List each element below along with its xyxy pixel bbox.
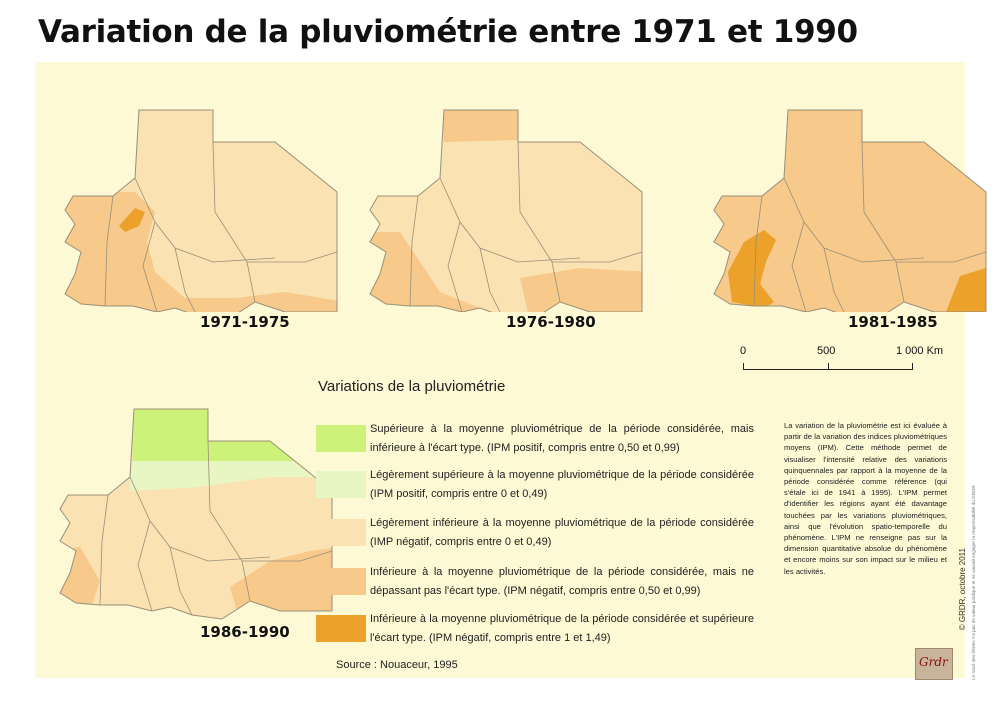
period-label-1: 1971-1975 [200,313,290,331]
period-label-4: 1986-1990 [200,623,290,641]
period-label-3: 1981-1985 [848,313,938,331]
source-text: Source : Nouaceur, 1995 [336,659,458,671]
legend-text-2: Légèrement supérieure à la moyenne pluviométrique de la période considérée (IPM positif, compris entre 0 et 0,49) [370,469,754,500]
map-title: Variation de la pluviométrie entre 1971 et 1990 [38,14,858,50]
map-1971-1975 [35,62,375,312]
scale-tick-500 [828,363,829,370]
legend-text-1: Supérieure à la moyenne pluviométrique de la période considérée, mais inférieure à l'écart type. (IPM positif, compris entre 0,50 et 0,99) [370,423,754,454]
legend-swatch-2 [316,471,366,498]
legend-text-3: Légèrement inférieure à la moyenne pluviométrique de la période considérée (IMP négatif, compris entre 0 et 0,49) [370,517,754,548]
scale-label-1000: 1 000 Km [896,345,944,357]
legend-title: Variations de la pluviométrie [318,378,506,395]
copyright-text: © GRDR, octobre 2011 [958,548,967,631]
map-1976-1980 [340,62,680,312]
legend-swatch-5 [316,615,366,642]
legend-text-5: Inférieure à la moyenne pluviométrique de la période considérée et supérieure l'écart type. (IPM négatif, compris entre 1 et 1,49) [370,613,754,644]
methodology-note: La variation de la pluviométrie est ici évaluée à partir de la variation des indices pluviométriques moyens (IPM). Cette méthode permet de visualiser l'intensité relative des variations quinquennales par rapport à la moyenne de la période considérée comme référence (qui s'étale ici de 1941 à 1995). L'IPM permet d'identifier les régions ayant été davantage touchées par les variations pluviométriques, ainsi que l'évolution spatio-temporelle du phénomène. L'IPM ne renseigne pas sur la dimension quantitative absolue du phénomène et encore moins sur son impact sur le milieu et les activités. [784,421,947,576]
legend-swatch-3 [316,519,366,546]
map-1981-1985 [684,62,1006,312]
scale-label-0: 0 [740,345,747,357]
scale-tick-0 [743,363,744,370]
grdr-logo [915,648,953,680]
legend-swatch-1 [316,425,366,452]
legal-disclaimer: Le tracé des limites n'a pas de valeur juridique et ne saurait engager la responsabilité du GRDR [971,485,976,680]
scale-label-500: 500 [817,345,836,357]
legend-swatch-4 [316,568,366,595]
legend-text-4: Inférieure à la moyenne pluviométrique de la période considérée, mais ne dépassant pas l'écart type. (IPM négatif, compris entre 0,50 et 0,99) [370,566,754,597]
logo-text: Grdr [919,655,948,669]
scale-bar [735,345,944,381]
scale-tick-1000 [912,363,913,370]
period-label-2: 1976-1980 [506,313,596,331]
